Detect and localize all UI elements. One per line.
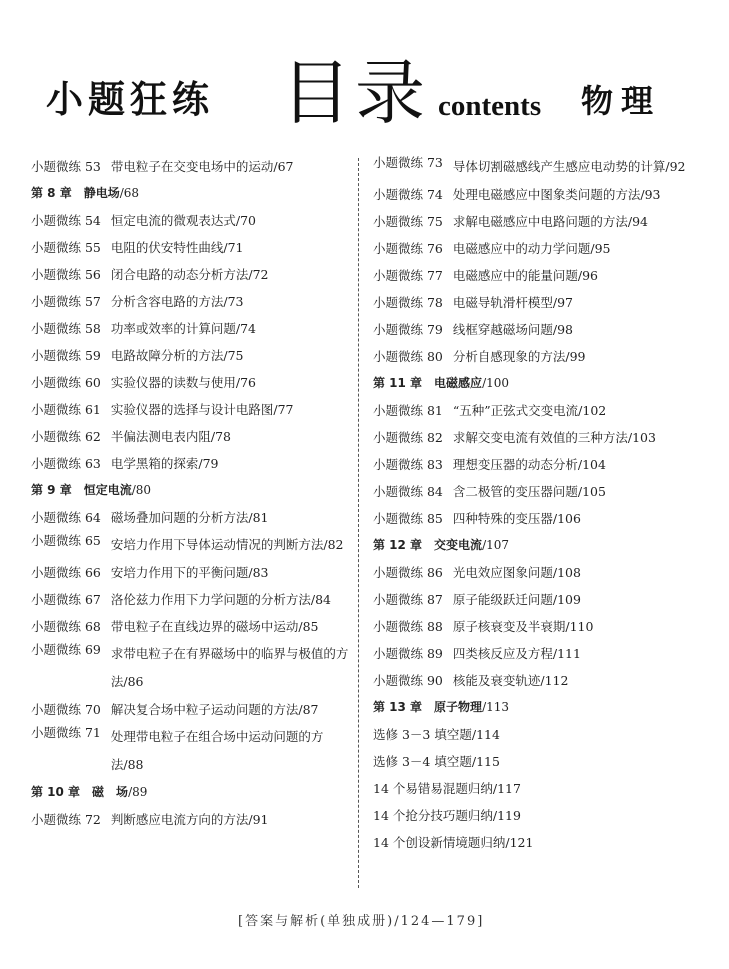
toc-entry[interactable] (31, 613, 349, 640)
entry-title: 选修 3－4 填空题/115 (373, 754, 500, 769)
entry-title: 电磁感应中的能量问题/96 (452, 268, 599, 283)
answer-key-note: [答案与解析(单独成册)/124—179] (238, 914, 485, 929)
entry-title: 判断感应电流方向的方法/91 (110, 812, 269, 827)
toc-entry[interactable] (373, 424, 698, 451)
entry-label: 小题微练 55 (31, 240, 101, 255)
chapter-heading[interactable] (373, 532, 698, 559)
book-series-title: 小题狂练 (46, 78, 214, 121)
entry-label: 小题微练 72 (31, 812, 101, 827)
entry-title: 含二极管的变压器问题/105 (452, 484, 606, 499)
entry-label: 小题微练 69 (31, 642, 101, 657)
toc-entry[interactable] (373, 721, 698, 748)
page-header (0, 0, 729, 140)
chapter-title: 第 11 章 电磁感应 (373, 376, 483, 390)
entry-title: 理想变压器的动态分析/104 (452, 457, 606, 472)
entry-title: 恒定电流的微观表达式/70 (110, 213, 257, 228)
entry-title: 半偏法测电表内阻/78 (110, 429, 232, 444)
subject-title: 物理 (581, 82, 662, 120)
entry-label: 小题微练 88 (373, 619, 443, 634)
entry-title: 求解电磁感应中电路问题的方法/94 (452, 214, 649, 229)
toc-entry[interactable] (373, 667, 698, 694)
entry-title: 分析自感现象的方法/99 (452, 349, 586, 364)
toc-entry[interactable] (373, 262, 698, 289)
toc-entry[interactable] (373, 235, 698, 262)
entry-title: 电阻的伏安特性曲线/71 (110, 240, 244, 255)
toc-entry[interactable] (31, 559, 349, 586)
entry-label: 小题微练 87 (373, 592, 443, 607)
entry-label: 小题微练 77 (373, 268, 443, 283)
toc-entry[interactable] (31, 723, 349, 779)
entry-label: 小题微练 89 (373, 646, 443, 661)
entry-title: 电路故障分析的方法/75 (110, 348, 244, 363)
entry-title: 14 个抢分技巧题归纳/119 (373, 808, 521, 823)
entry-title: 14 个创设新情境题归纳/121 (373, 835, 534, 850)
toc-entry[interactable] (373, 153, 698, 181)
entry-title: 功率或效率的计算问题/74 (110, 321, 257, 336)
toc-entry[interactable] (373, 748, 698, 775)
entry-title: 原子能级跃迁问题/109 (452, 592, 581, 607)
toc-entry[interactable] (31, 396, 349, 423)
chapter-title: 第 12 章 交变电流 (373, 538, 483, 552)
entry-label: 小题微练 53 (31, 159, 101, 174)
entry-title: 核能及衰变轨迹/112 (452, 673, 569, 688)
entry-label: 小题微练 64 (31, 510, 101, 525)
entry-label: 小题微练 57 (31, 294, 101, 309)
entry-title: 光电效应图象问题/108 (452, 565, 581, 580)
toc-entry[interactable] (373, 478, 698, 505)
toc-entry[interactable] (31, 806, 349, 833)
chapter-heading[interactable] (373, 694, 698, 721)
chapter-page: /113 (482, 700, 510, 714)
entry-label: 小题微练 86 (373, 565, 443, 580)
toc-entry[interactable] (31, 315, 349, 342)
entry-title: 电学黑箱的探索/79 (110, 456, 219, 471)
entry-label: 小题微练 60 (31, 375, 101, 390)
entry-title: 求解交变电流有效值的三种方法/103 (452, 430, 656, 445)
chapter-title: 第 10 章 磁 场 (31, 785, 129, 799)
entry-title: “五种”正弦式交变电流/102 (452, 403, 607, 418)
entry-label: 小题微练 68 (31, 619, 101, 634)
chapter-title: 第 9 章 恒定电流 (31, 483, 132, 497)
entry-title: 导体切割磁感线产生感应电动势的计算/92 (452, 159, 686, 174)
chapter-page: /89 (128, 785, 148, 799)
toc-entry[interactable] (373, 208, 698, 235)
toc-entry[interactable] (373, 505, 698, 532)
toc-entry[interactable] (373, 613, 698, 640)
chapter-heading[interactable] (31, 779, 349, 806)
toc-entry[interactable] (31, 531, 349, 559)
toc-entry[interactable] (31, 423, 349, 450)
entry-label: 小题微练 66 (31, 565, 101, 580)
chapter-title: 第 8 章 静电场 (31, 186, 120, 200)
toc-entry[interactable] (31, 586, 349, 613)
entry-label: 小题微练 79 (373, 322, 443, 337)
toc-entry[interactable] (31, 153, 349, 180)
entry-title: 选修 3－3 填空题/114 (373, 727, 500, 742)
entry-title: 实验仪器的选择与设计电路图/77 (110, 402, 294, 417)
entry-title: 带电粒子在直线边界的磁场中运动/85 (110, 619, 319, 634)
toc-entry[interactable] (31, 288, 349, 315)
entry-title: 带电粒子在交变电场中的运动/67 (110, 159, 294, 174)
entry-label: 小题微练 54 (31, 213, 101, 228)
toc-entry[interactable] (373, 829, 698, 856)
entry-label: 小题微练 59 (31, 348, 101, 363)
entry-label: 小题微练 58 (31, 321, 101, 336)
entry-label: 小题微练 84 (373, 484, 443, 499)
toc-entry[interactable] (31, 261, 349, 288)
toc-entry[interactable] (373, 397, 698, 424)
toc-entry[interactable] (31, 696, 349, 723)
entry-title: 14 个易错易混题归纳/117 (373, 781, 521, 796)
toc-entry[interactable] (373, 559, 698, 586)
toc-entry[interactable] (373, 316, 698, 343)
toc-entry[interactable] (373, 289, 698, 316)
entry-title: 洛伦兹力作用下力学问题的分析方法/84 (110, 592, 332, 607)
chapter-title: 第 13 章 原子物理 (373, 700, 483, 714)
entry-label: 小题微练 81 (373, 403, 443, 418)
entry-label: 小题微练 82 (373, 430, 443, 445)
toc-entry[interactable] (31, 640, 349, 696)
entry-title: 安培力作用下的平衡问题/83 (110, 565, 269, 580)
entry-title: 电磁导轨滑杆模型/97 (452, 295, 574, 310)
entry-title: 电磁感应中的动力学问题/95 (452, 241, 611, 256)
entry-label: 小题微练 70 (31, 702, 101, 717)
entry-title: 处理带电粒子在组合场中运动问题的方法/88 (110, 729, 324, 772)
entry-title: 解决复合场中粒子运动问题的方法/87 (110, 702, 319, 717)
entry-label: 小题微练 67 (31, 592, 101, 607)
toc-entry[interactable] (373, 343, 698, 370)
entry-label: 小题微练 74 (373, 187, 443, 202)
toc-heading: 目录 (281, 52, 429, 134)
entry-label: 小题微练 62 (31, 429, 101, 444)
toc-entry[interactable] (373, 586, 698, 613)
entry-title: 实验仪器的读数与使用/76 (110, 375, 257, 390)
entry-title: 求带电粒子在有界磁场中的临界与极值的方法/86 (110, 646, 349, 689)
entry-label: 小题微练 83 (373, 457, 443, 472)
chapter-heading[interactable] (373, 370, 698, 397)
entry-title: 线框穿越磁场问题/98 (452, 322, 574, 337)
chapter-page: /107 (482, 538, 510, 552)
chapter-page: /68 (119, 186, 140, 200)
toc-entry[interactable] (373, 802, 698, 829)
entry-label: 小题微练 61 (31, 402, 101, 417)
entry-title: 四种特殊的变压器/106 (452, 511, 581, 526)
entry-label: 小题微练 80 (373, 349, 443, 364)
entry-label: 小题微练 75 (373, 214, 443, 229)
entry-label: 小题微练 76 (373, 241, 443, 256)
toc-entry[interactable] (31, 342, 349, 369)
entry-title: 分析含容电路的方法/73 (110, 294, 244, 309)
toc-entry[interactable] (373, 640, 698, 667)
chapter-page: /80 (131, 483, 152, 497)
entry-title: 四类核反应及方程/111 (452, 646, 581, 661)
entry-label: 小题微练 90 (373, 673, 443, 688)
entry-title: 磁场叠加问题的分析方法/81 (110, 510, 269, 525)
toc-entry[interactable] (31, 207, 349, 234)
toc-entry[interactable] (373, 181, 698, 208)
entry-label: 小题微练 85 (373, 511, 443, 526)
column-divider (358, 158, 359, 888)
toc-entry[interactable] (373, 451, 698, 478)
chapter-heading[interactable] (31, 180, 349, 207)
entry-label: 小题微练 56 (31, 267, 101, 282)
contents-heading: contents (438, 90, 542, 122)
toc-left-column (31, 153, 349, 833)
entry-label: 小题微练 63 (31, 456, 101, 471)
toc-entry[interactable] (31, 234, 349, 261)
entry-label: 小题微练 65 (31, 533, 101, 548)
toc-entry[interactable] (373, 775, 698, 802)
toc-entry[interactable] (31, 369, 349, 396)
entry-title: 原子核衰变及半衰期/110 (452, 619, 594, 634)
chapter-heading[interactable] (31, 477, 349, 504)
chapter-page: /100 (482, 376, 510, 390)
entry-label: 小题微练 78 (373, 295, 443, 310)
entry-title: 处理电磁感应中图象类问题的方法/93 (452, 187, 661, 202)
toc-entry[interactable] (31, 450, 349, 477)
entry-label: 小题微练 73 (373, 155, 443, 170)
toc-entry[interactable] (31, 504, 349, 531)
entry-title: 安培力作用下导体运动情况的判断方法/82 (110, 537, 344, 552)
entry-label: 小题微练 71 (31, 725, 101, 740)
toc-right-column (373, 153, 698, 856)
entry-title: 闭合电路的动态分析方法/72 (110, 267, 269, 282)
